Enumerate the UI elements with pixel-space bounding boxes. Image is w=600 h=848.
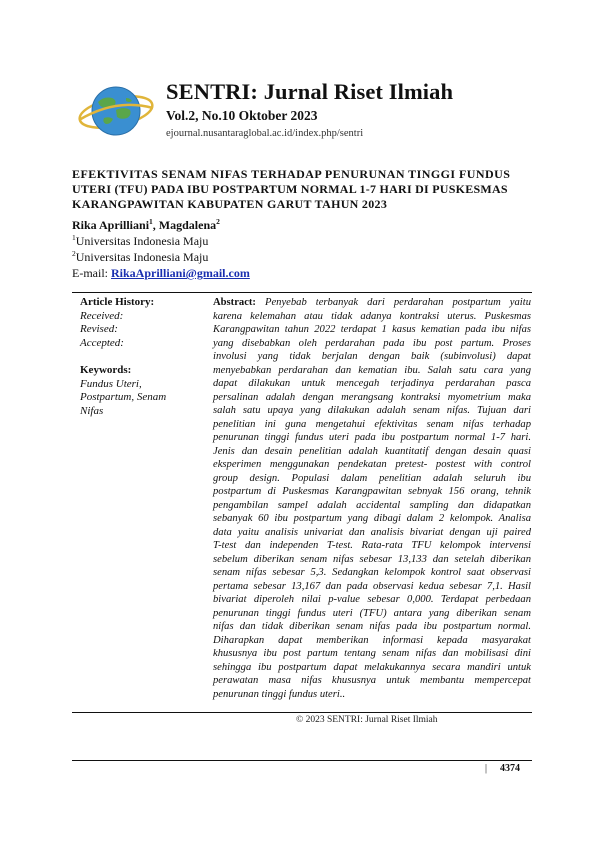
keyword-line: Nifas: [80, 404, 104, 417]
abstract-line: yang disebabkan oleh perdarahan pada ibu post partum. Proses: [213, 337, 531, 349]
article-title: [72, 167, 532, 212]
abstract-line: senam nifas sebesar 5,3. Sedangkan kelompok kontrol saat observasi: [213, 567, 531, 578]
abstract-body: [213, 296, 531, 701]
affiliation: [72, 250, 208, 265]
abstract-line: sebelum diberikan senam nifas sebesar 13,133 dan setelah diberikan: [213, 553, 531, 565]
abstract-line: Jenis dan desain penelitian adalah kuantitatif dengan desain quasi: [213, 445, 531, 457]
abstract-line: khususnya ibu post partum tentang senam nifas dan mobilisasi dini: [213, 648, 531, 659]
top-rule: [72, 292, 532, 293]
keywords-block: [80, 364, 166, 418]
keyword-line: Postpartum, Senam: [80, 391, 167, 403]
journal-volume: Vol.2, No.10 Oktober 2023: [166, 108, 318, 123]
abstract-line: salah satu upaya yang dilakukan adalah senam nifas. Tujuan dari: [213, 405, 531, 416]
keywords-heading: Keywords:: [80, 364, 132, 376]
author-sup: 2: [216, 217, 220, 226]
history-accepted: Accepted:: [80, 336, 124, 349]
abstract-bottom-rule: [72, 712, 532, 713]
abstract-line: perawatan masa nifas khususnya untuk membantu mempercepat: [213, 675, 531, 686]
author-name: Magdalena: [158, 218, 217, 232]
abstract-line: group design. Populasi dalam penelitian adalah seluruh ibu: [213, 472, 531, 484]
author-name: Rika Aprilliani: [72, 218, 150, 232]
abstract-line: Karangpawitan tahun 2022 terdapat 1 kasus kematian pada ibu nifas: [213, 324, 531, 335]
abstract-line: pertama sebesar 13,167 dan pada observasi kedua sebesar 7,1. Hasil: [213, 580, 531, 592]
history-received: Received:: [80, 309, 124, 322]
author-separator: ,: [152, 218, 159, 232]
email-link[interactable]: RikaAprilliani@gmail.com: [111, 266, 250, 280]
journal-url[interactable]: ejournal.nusantaraglobal.ac.id/index.php/sentri: [166, 128, 364, 139]
abstract-line: karena kelemahan atau tidak adanya kontraksi uterus. Puskesmas: [213, 310, 531, 322]
abstract-line: dapat dilakukan untuk mencegah terjadinya perdarahan pasca: [213, 378, 531, 389]
keyword-line: Fundus Uteri,: [80, 377, 142, 390]
abstract-line: bivariat diperoleh nilai p-value sebesar 0,000. Terdapat perbedaan: [213, 594, 531, 605]
abstract-line: pengambilan sampel adalah accidental sampling dan didapatkan: [213, 499, 531, 511]
article-title-line: EFEKTIVITAS SENAM NIFAS TERHADAP PENURUNAN TINGGI FUNDUS: [72, 167, 511, 181]
abstract-line: involusi yang tidak berjalan dengan baik (subinvolusi) dapat: [213, 351, 531, 362]
article-history: [80, 296, 154, 350]
history-revised: Revised:: [80, 323, 118, 335]
abstract-line: nifas dan tidak diberikan senam nifas pada ibu postpartum normal.: [213, 621, 531, 632]
author-list: [72, 218, 220, 233]
copyright-notice: © 2023 SENTRI: Jurnal Riset Ilmiah: [296, 715, 438, 725]
journal-title: SENTRI: Jurnal Riset Ilmiah: [166, 79, 454, 104]
abstract-line: postpartum di Puskesmas Karangpawitan sebnyak 156 orang, tehnik: [213, 486, 531, 497]
abstract-first-line: Penyebab terbanyak dari perdarahan postpartum yaitu: [255, 297, 531, 308]
abstract-label: Abstract:: [213, 297, 256, 308]
article-title-line: UTERI (TFU) PADA IBU POSTPARTUM NORMAL 1-7 HARI DI PUSKESMAS: [72, 182, 508, 196]
affiliation-sup: 2: [72, 249, 76, 258]
abstract-line: sehingga ibu postpartum dapat melakukannya secara mandiri untuk: [213, 661, 531, 673]
abstract-line: sebanyak 60 ibu postpartum yang dibagi dalam 2 kelompok. Analisa: [213, 513, 531, 524]
abstract-line: Diharapkan dapat memberikan informasi kepada masyarakat: [213, 634, 531, 646]
affiliation-sup: 1: [72, 233, 76, 242]
globe-logo-icon: [76, 80, 156, 142]
email-label: E-mail:: [72, 266, 111, 280]
page-number: 4374: [500, 763, 520, 774]
abstract-line: [213, 296, 531, 310]
abstract-line: T-test dan independen T-test. Rata-rata TFU kelompok intervensi: [213, 540, 531, 551]
abstract-line: penurunan tinggi fundus uteri..: [213, 688, 346, 700]
abstract-line: persalinan adalah dengan merangsang kontraksi myometrium maka: [213, 391, 531, 403]
abstract-line: penurunan tinggi fundus uteri (TFU) antara yang diberikan senam: [213, 607, 531, 619]
email-line: [72, 266, 250, 281]
history-heading: Article History:: [80, 296, 155, 308]
footer-pipe: |: [485, 763, 488, 774]
footer-rule: [72, 760, 532, 761]
abstract-line: menyebabkan perdarahan dan kematian ibu. Salah satu cara yang: [213, 364, 531, 376]
author-sup: 1: [149, 217, 153, 226]
abstract-line: data yaitu analisis univariat dan analisis bivariat dengan uji paired: [213, 526, 531, 538]
affiliation-text: Universitas Indonesia Maju: [75, 250, 209, 264]
affiliation: [72, 234, 208, 249]
abstract-line: eksperimen menggunakan pendekatan pretest- postest with control: [213, 459, 531, 470]
abstract-line: penurunan tinggi fundus uteri pada ibu postpartum normal 1-7 hari.: [213, 432, 531, 443]
article-title-line: KARANGPAWITAN KABUPATEN GARUT TAHUN 2023: [72, 197, 388, 211]
abstract-line: penelitian ini guna mengetahui efektivitas senam nifas terhadap: [213, 418, 531, 430]
affiliation-text: Universitas Indonesia Maju: [75, 234, 209, 248]
